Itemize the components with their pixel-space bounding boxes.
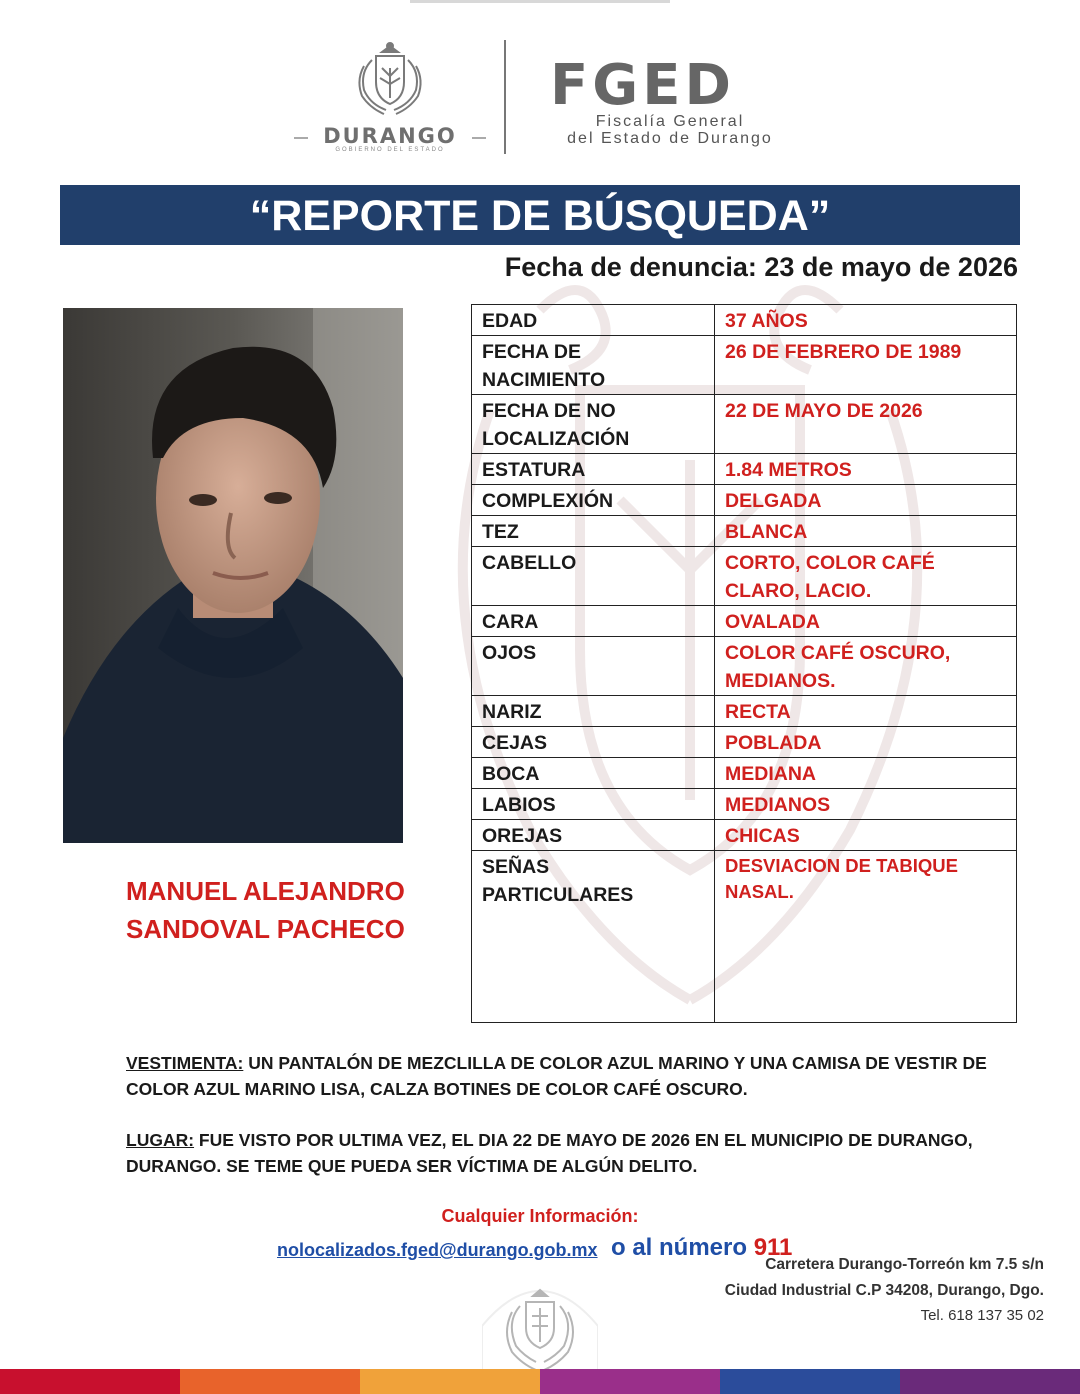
location-lead: LUGAR: <box>126 1130 195 1150</box>
footer-color-stripe <box>0 1369 1080 1394</box>
durango-subtitle: GOBIERNO DEL ESTADO <box>335 147 445 153</box>
clothing-text: UN PANTALÓN DE MEZCLILLA DE COLOR AZUL MARINO Y UNA CAMISA DE VESTIR DE COLOR AZUL MARINO LISA, CALZA BOTINES DE COLOR CAFÉ OSCURO. <box>126 1053 987 1099</box>
detail-value: 1.84 METROS <box>715 454 1017 485</box>
address-line2: Ciudad Industrial C.P 34208, Durango, Dgo. <box>724 1282 1044 1299</box>
table-row <box>472 696 1017 727</box>
report-title-banner: “REPORTE DE BÚSQUEDA” <box>60 185 1020 245</box>
durango-dash-right <box>472 137 486 139</box>
table-row <box>472 336 1017 395</box>
detail-label: BOCA <box>472 758 715 789</box>
detail-value: POBLADA <box>715 727 1017 758</box>
address-telephone: Tel. 618 137 35 02 <box>920 1307 1044 1324</box>
detail-label: SEÑAS PARTICULARES <box>472 851 715 1023</box>
contact-email-link[interactable]: nolocalizados.fged@durango.gob.mx <box>277 1240 598 1260</box>
table-row <box>472 454 1017 485</box>
stripe-segment <box>900 1369 1080 1394</box>
table-row <box>472 395 1017 454</box>
table-row <box>472 305 1017 336</box>
detail-label: OJOS <box>472 637 715 696</box>
detail-label: TEZ <box>472 516 715 547</box>
contact-or-text: o al número <box>611 1234 754 1261</box>
detail-value: BLANCA <box>715 516 1017 547</box>
table-row <box>472 820 1017 851</box>
detail-label: FECHA DE NO LOCALIZACIÓN <box>472 395 715 454</box>
detail-value: DELGADA <box>715 485 1017 516</box>
stripe-segment <box>720 1369 900 1394</box>
detail-value: MEDIANOS <box>715 789 1017 820</box>
top-rule <box>410 0 670 3</box>
location-text: FUE VISTO POR ULTIMA VEZ, EL DIA 22 DE MAYO DE 2026 EN EL MUNICIPIO DE DURANGO, DURANGO. SE TEME QUE PUEDA SER VÍCTIMA DE ALGÚN DELITO. <box>126 1130 973 1176</box>
table-row <box>472 789 1017 820</box>
report-date: Fecha de denuncia: 23 de mayo de 2026 <box>504 252 1018 282</box>
stripe-segment <box>540 1369 720 1394</box>
detail-label: ESTATURA <box>472 454 715 485</box>
detail-label: LABIOS <box>472 789 715 820</box>
table-row <box>472 851 1017 1023</box>
fged-subtitle-line2: del Estado de Durango <box>567 130 773 147</box>
durango-government-logo <box>290 38 490 156</box>
clothing-lead: VESTIMENTA: <box>126 1053 244 1073</box>
emergency-number: 911 <box>753 1234 793 1261</box>
table-row <box>472 637 1017 696</box>
detail-value: CHICAS <box>715 820 1017 851</box>
detail-label: OREJAS <box>472 820 715 851</box>
table-row <box>472 547 1017 606</box>
detail-value: RECTA <box>715 696 1017 727</box>
header-divider <box>504 40 506 154</box>
detail-value: 22 DE MAYO DE 2026 <box>715 395 1017 454</box>
detail-value: MEDIANA <box>715 758 1017 789</box>
stripe-segment <box>360 1369 540 1394</box>
person-photo <box>63 308 403 843</box>
durango-crest-icon <box>346 40 434 120</box>
detail-label: NARIZ <box>472 696 715 727</box>
durango-wordmark: DURANGO <box>323 124 457 148</box>
detail-value: COLOR CAFÉ OSCURO, MEDIANOS. <box>715 637 1017 696</box>
person-name-line2: SANDOVAL PACHECO <box>126 914 405 944</box>
fged-wordmark: FGED <box>550 53 735 118</box>
detail-value: OVALADA <box>715 606 1017 637</box>
table-row <box>472 516 1017 547</box>
table-row <box>472 606 1017 637</box>
stripe-segment <box>0 1369 180 1394</box>
detail-label: FECHA DE NACIMIENTO <box>472 336 715 395</box>
detail-value: 37 AÑOS <box>715 305 1017 336</box>
stripe-segment <box>180 1369 360 1394</box>
address-line1: Carretera Durango-Torreón km 7.5 s/n <box>765 1256 1044 1273</box>
contact-heading: Cualquier Información: <box>441 1206 639 1226</box>
location-description <box>126 1127 1026 1179</box>
detail-label: CEJAS <box>472 727 715 758</box>
person-name-line1: MANUEL ALEJANDRO <box>126 876 405 906</box>
detail-label: EDAD <box>472 305 715 336</box>
person-details-table <box>471 304 1017 1023</box>
clothing-description <box>126 1050 1026 1102</box>
detail-label: CABELLO <box>472 547 715 606</box>
detail-label: COMPLEXIÓN <box>472 485 715 516</box>
table-row <box>472 727 1017 758</box>
detail-value: CORTO, COLOR CAFÉ CLARO, LACIO. <box>715 547 1017 606</box>
person-photo-illustration <box>63 308 403 843</box>
fged-subtitle-line1: Fiscalía General <box>595 113 745 130</box>
detail-value: 26 DE FEBRERO DE 1989 <box>715 336 1017 395</box>
detail-value: DESVIACION DE TABIQUE NASAL. <box>715 851 1017 1023</box>
missing-person-name <box>126 872 446 948</box>
table-row <box>472 485 1017 516</box>
detail-label: CARA <box>472 606 715 637</box>
table-row <box>472 758 1017 789</box>
